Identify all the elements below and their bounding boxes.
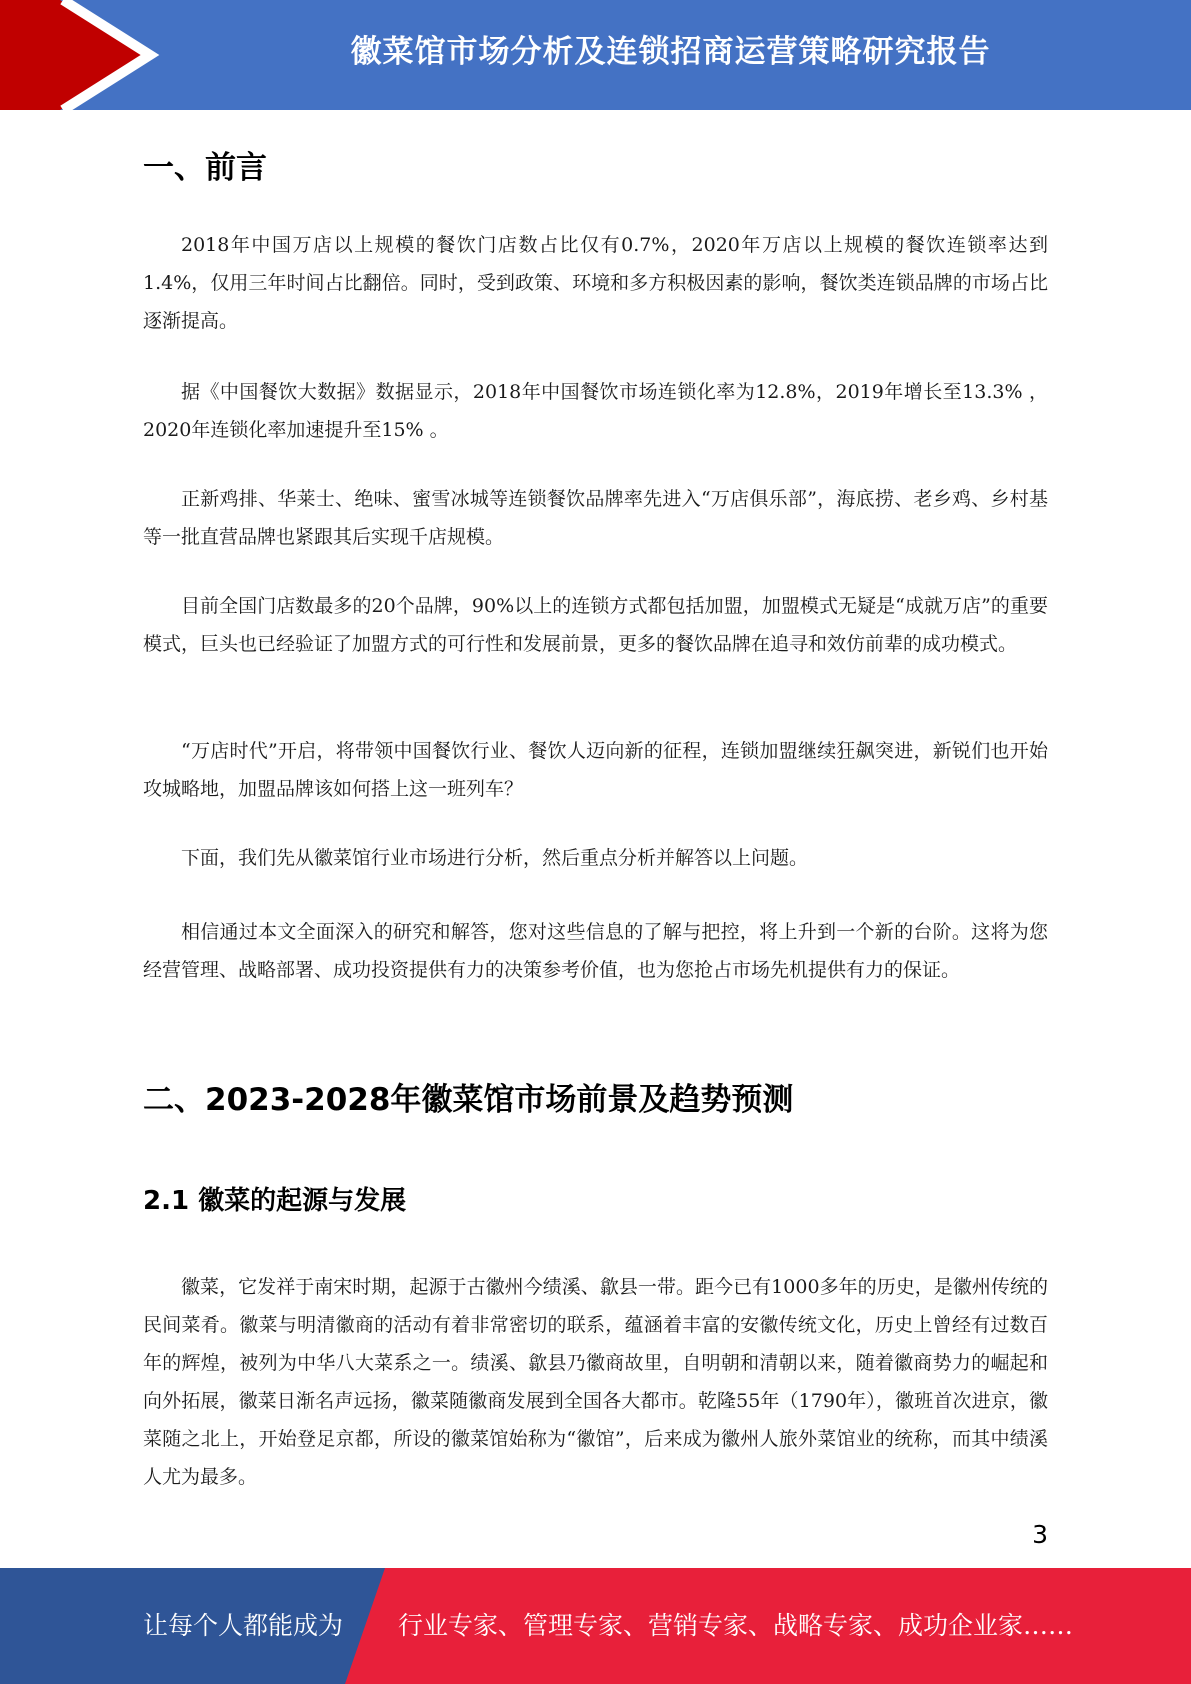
page-footer [0, 1568, 1191, 1684]
paragraph: 相信通过本文全面深入的研究和解答，您对这些信息的了解与把控，将上升到一个新的台阶。这将为您经营管理、战略部署、成功投资提供有力的决策参考价值，也为您抢占市场先机提供有力的保证。 [143, 921, 1048, 981]
paragraph: 徽菜，它发祥于南宋时期，起源于古徽州今绩溪、歙县一带。距今已有1000多年的历史，是徽州传统的民间菜肴。徽菜与明清徽商的活动有着非常密切的联系，蕴涵着丰富的安徽传统文化，历史上曾经有过数百年的辉煌，被列为中华八大菜系之一。绩溪、歙县乃徽商故里，自明朝和清朝以来，随着徽商势力的崛起和向外拓展，徽菜日渐名声远扬，徽菜随徽商发展到全国各大都市。乾隆55年（1790年），徽班首次进京，徽菜随之北上，开始登足京都，所设的徽菜馆始称为“徽馆”，后来成为徽州人旅外菜馆业的统称，而其中绩溪人尤为最多。 [143, 1276, 1048, 1488]
section-1-heading: 一、前言 [143, 150, 267, 186]
paragraph: 2018年中国万店以上规模的餐饮门店数占比仅有0.7%，2020年万店以上规模的餐饮连锁率达到1.4%，仅用三年时间占比翻倍。同时，受到政策、环境和多方积极因素的影响，餐饮类连锁品牌的市场占比逐渐提高。 [143, 234, 1048, 332]
footer-slogan-left: 让每个人都能成为 [143, 1611, 344, 1640]
page-header [0, 0, 1191, 110]
paragraph: 据《中国餐饮大数据》数据显示，2018年中国餐饮市场连锁化率为12.8%，2019年增长至13.3% ，2020年连锁化率加速提升至15% 。 [143, 381, 1048, 441]
page-number: 3 [1032, 1520, 1048, 1549]
paragraph: 正新鸡排、华莱士、绝味、蜜雪冰城等连锁餐饮品牌率先进入“万店俱乐部”，海底捞、老乡鸡、乡村基等一批直营品牌也紧跟其后实现千店规模。 [143, 488, 1048, 548]
paragraph: 下面，我们先从徽菜馆行业市场进行分析，然后重点分析并解答以上问题。 [181, 847, 809, 869]
footer-slogan-right: 行业专家、管理专家、营销专家、战略专家、成功企业家…… [398, 1611, 1074, 1640]
paragraph: 目前全国门店数最多的20个品牌，90%以上的连锁方式都包括加盟，加盟模式无疑是“成就万店”的重要模式，巨头也已经验证了加盟方式的可行性和发展前景，更多的餐饮品牌在追寻和效仿前辈的成功模式。 [143, 595, 1048, 655]
section-2-heading: 二、2023-2028年徽菜馆市场前景及趋势预测 [143, 1082, 794, 1118]
paragraph: “万店时代”开启，将带领中国餐饮行业、餐饮人迈向新的征程，连锁加盟继续狂飙突进，新锐们也开始攻城略地，加盟品牌该如何搭上这一班列车？ [143, 740, 1048, 800]
subsection-2-1-heading: 2.1 徽菜的起源与发展 [143, 1186, 407, 1216]
header-title: 徽菜馆市场分析及连锁招商运营策略研究报告 [350, 34, 991, 70]
